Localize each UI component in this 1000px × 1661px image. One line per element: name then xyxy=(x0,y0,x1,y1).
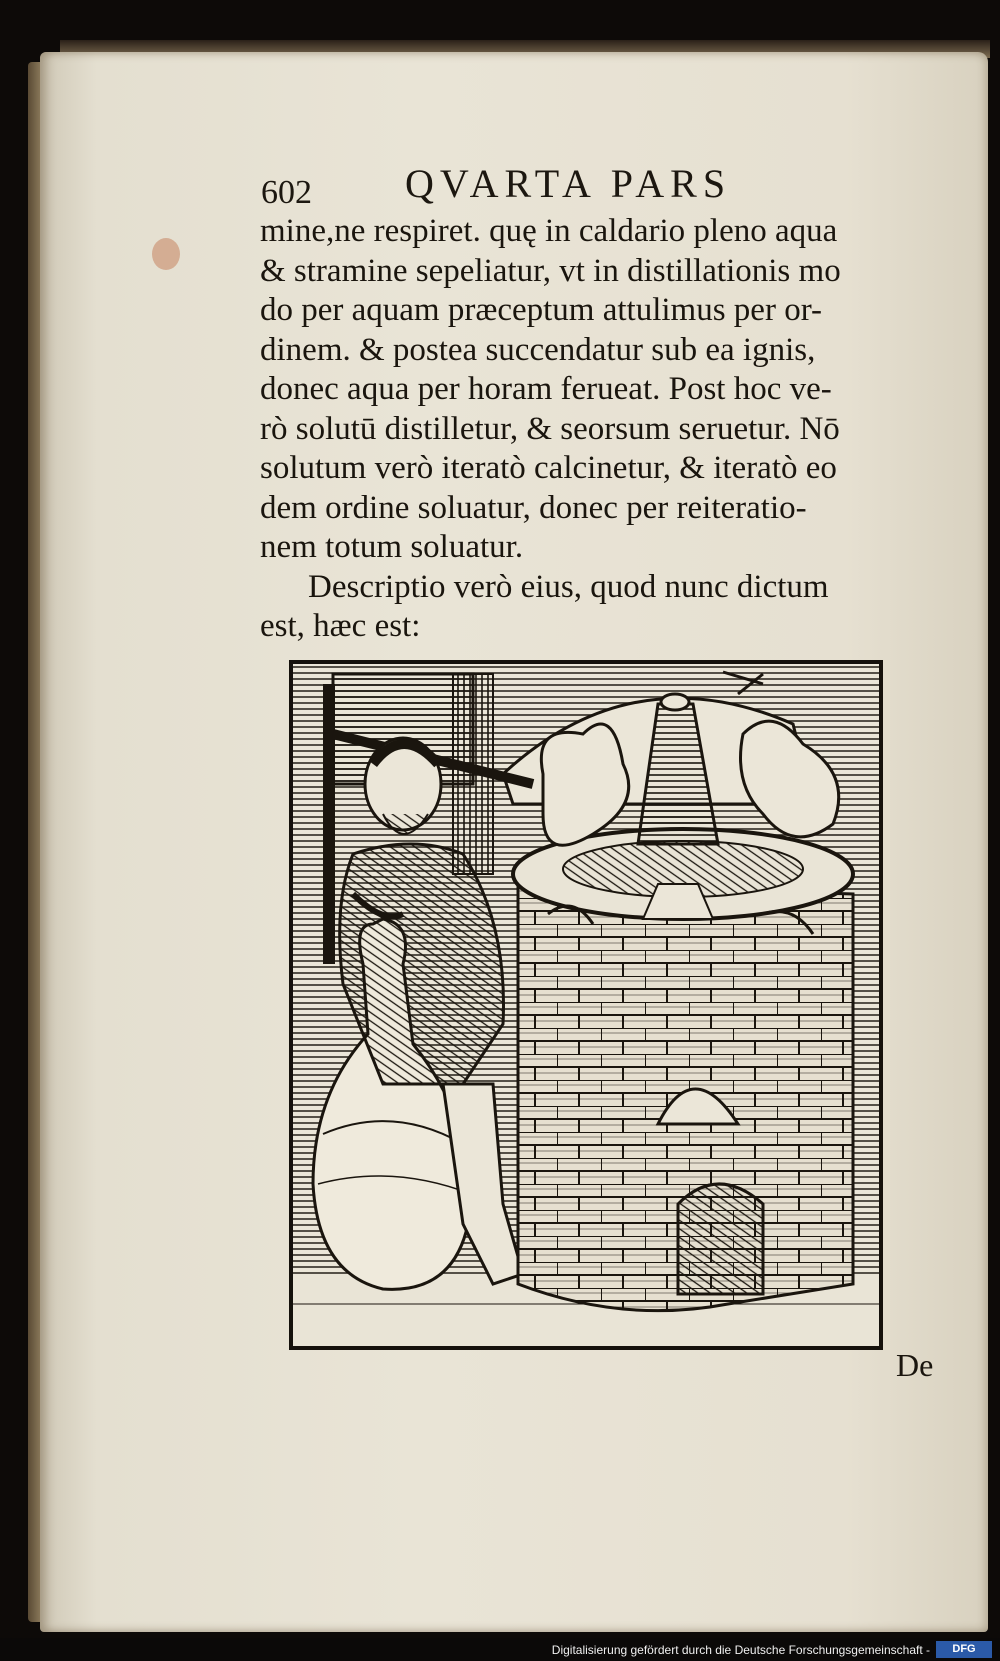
text-line: Descriptio verò eius, quod nunc dictum xyxy=(308,568,829,605)
paper-stain xyxy=(152,238,180,270)
woodcut-illustration xyxy=(289,660,883,1350)
text-line: & stramine sepeliatur, vt in distillationis mo xyxy=(260,252,841,289)
text-line: solutum verò iteratò calcinetur, & iteratò eo xyxy=(260,450,837,486)
dfg-logo: DFG xyxy=(936,1641,992,1658)
text-line: dinem. & postea succendatur sub ea ignis, xyxy=(260,331,816,368)
catchword: De xyxy=(896,1347,934,1383)
text-line: rò solutū distilletur, & seorsum seruetur. Nō xyxy=(260,410,840,447)
running-title: QVARTA PARS xyxy=(405,161,732,206)
digitization-credit: Digitalisierung gefördert durch die Deutsche Forschungsgemeinschaft - xyxy=(551,1643,930,1657)
alchemist-furnace-woodcut xyxy=(293,664,879,1346)
text-line: donec aqua per horam ferueat. Post hoc ve- xyxy=(260,371,832,407)
text-line: est, hæc est: xyxy=(260,608,421,644)
text-line: do per aquam præceptum attulimus per or- xyxy=(260,292,823,328)
text-line: mine,ne respiret. quę in caldario pleno aqua xyxy=(260,213,838,249)
page-number: 602 xyxy=(261,174,312,211)
running-head xyxy=(255,160,955,210)
body-text xyxy=(260,212,940,647)
text-line: dem ordine soluatur, donec per reiteratio- xyxy=(260,489,807,526)
text-line: nem totum soluatur. xyxy=(260,529,524,565)
